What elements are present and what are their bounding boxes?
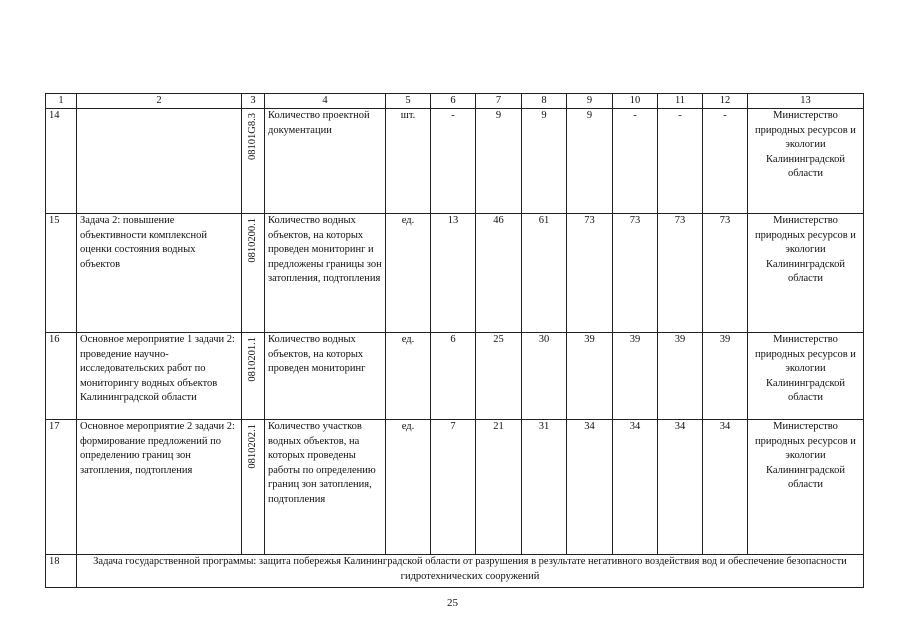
row-value: 73 [567, 214, 613, 333]
row-value: 9 [476, 109, 522, 214]
row-name: Задача 2: повышение объективности комплексной оценки состояния водных объектов [77, 214, 242, 333]
row-executor: Министерство природных ресурсов и экологии Калининградской области [748, 214, 864, 333]
row-unit: ед. [386, 420, 431, 555]
row-executor: Министерство природных ресурсов и экологии Калининградской области [748, 109, 864, 214]
row-name: Основное мероприятие 1 задачи 2: проведение научно-исследовательских работ по мониторингу водных объектов Калининградской области [77, 333, 242, 420]
header-cell: 11 [658, 94, 703, 109]
row-value: 34 [703, 420, 748, 555]
table-row-task [46, 555, 864, 588]
row-code-cell [242, 420, 265, 555]
row-indicator: Количество водных объектов, на которых проведен мониторинг и предложены границы зон затопления, подтопления [265, 214, 386, 333]
row-number: 14 [46, 109, 77, 214]
header-cell: 6 [431, 94, 476, 109]
header-cell: 5 [386, 94, 431, 109]
row-executor: Министерство природных ресурсов и экологии Калининградской области [748, 420, 864, 555]
row-number: 15 [46, 214, 77, 333]
header-row [46, 94, 864, 109]
row-value: 30 [522, 333, 567, 420]
row-unit: шт. [386, 109, 431, 214]
row-code-cell [242, 109, 265, 214]
row-value: - [703, 109, 748, 214]
row-value: 31 [522, 420, 567, 555]
row-value: 39 [703, 333, 748, 420]
row-value: 34 [567, 420, 613, 555]
row-indicator: Количество проектной документации [265, 109, 386, 214]
row-value: 7 [431, 420, 476, 555]
header-cell: 1 [46, 94, 77, 109]
row-value: - [431, 109, 476, 214]
row-value: 25 [476, 333, 522, 420]
row-unit: ед. [386, 214, 431, 333]
indicators-table [45, 93, 864, 588]
header-cell: 12 [703, 94, 748, 109]
row-value: 21 [476, 420, 522, 555]
row-value: 13 [431, 214, 476, 333]
row-value: - [613, 109, 658, 214]
row-name: Основное мероприятие 2 задачи 2: формирование предложений по определению границ зон затопления, подтопления [77, 420, 242, 555]
header-cell: 10 [613, 94, 658, 109]
row-number: 16 [46, 333, 77, 420]
row-indicator: Количество водных объектов, на которых проведен мониторинг [265, 333, 386, 420]
page-number: 25 [447, 597, 458, 609]
row-value: 73 [703, 214, 748, 333]
row-number: 17 [46, 420, 77, 555]
row-indicator: Количество участков водных объектов, на которых проведены работы по определению границ зон затопления, подтопления [265, 420, 386, 555]
table-row [46, 214, 864, 333]
table-row [46, 109, 864, 214]
header-cell: 7 [476, 94, 522, 109]
row-code: 0810202.1 [247, 424, 258, 469]
row-value: 34 [658, 420, 703, 555]
row-value: 6 [431, 333, 476, 420]
row-executor: Министерство природных ресурсов и экологии Калининградской области [748, 333, 864, 420]
row-value: 39 [658, 333, 703, 420]
header-cell: 13 [748, 94, 864, 109]
row-value: 61 [522, 214, 567, 333]
task-description: Задача государственной программы: защита побережья Калининградской области от разрушения в результате негативного воздействия вод и обеспечение безопасности гидротехнических сооружений [77, 555, 864, 588]
row-name [77, 109, 242, 214]
row-code-cell [242, 333, 265, 420]
row-value: 34 [613, 420, 658, 555]
table-row [46, 420, 864, 555]
row-code: 0810201.1 [247, 337, 258, 382]
header-cell: 8 [522, 94, 567, 109]
row-value: 9 [567, 109, 613, 214]
row-number: 18 [46, 555, 77, 588]
row-code: 08101G8.3 [247, 113, 258, 160]
row-value: 73 [658, 214, 703, 333]
row-value: 46 [476, 214, 522, 333]
row-code: 0810200.1 [247, 218, 258, 263]
row-value: 73 [613, 214, 658, 333]
header-cell: 3 [242, 94, 265, 109]
row-code-cell [242, 214, 265, 333]
row-value: 39 [613, 333, 658, 420]
row-value: 9 [522, 109, 567, 214]
table-row [46, 333, 864, 420]
header-cell: 4 [265, 94, 386, 109]
row-value: - [658, 109, 703, 214]
row-unit: ед. [386, 333, 431, 420]
header-cell: 9 [567, 94, 613, 109]
row-value: 39 [567, 333, 613, 420]
header-cell: 2 [77, 94, 242, 109]
